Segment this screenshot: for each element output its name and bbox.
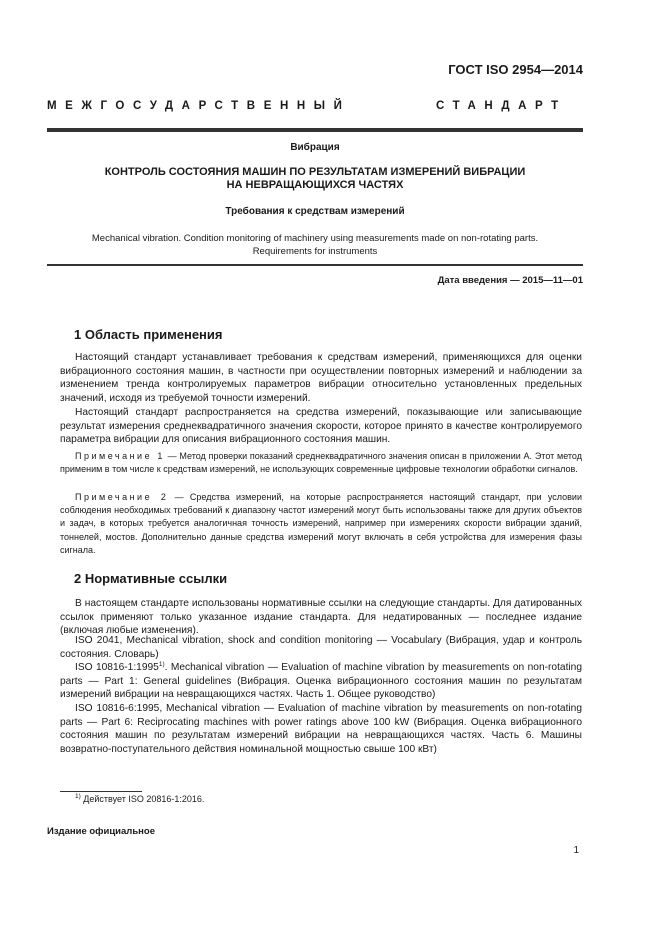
- middle-rule: [47, 264, 583, 266]
- ref2-rest: . Mechanical vibration — Evaluation of machine vibration by measurements on non-rotating parts — Part 1: General guidelines (Вибрация. Оценка вибрационного состояния машин по результатам измерений вибрации на невращающихся частях. Часть 1. Общее руководство): [60, 662, 582, 701]
- footnote-ref[interactable]: 1): [158, 661, 165, 668]
- requirements-title: Требования к средствам измерений: [225, 206, 405, 217]
- title-subject: Вибрация: [290, 142, 340, 153]
- standard-label: СТАНДАРТ: [436, 100, 567, 112]
- reference-iso-10816-1: [60, 661, 582, 702]
- note2-label: Примечание 2: [75, 492, 169, 502]
- footnote: [75, 794, 204, 804]
- footnote-marker: 1): [75, 793, 81, 800]
- top-rule: [47, 128, 583, 132]
- ref2-code: ISO 10816-1:1995: [75, 662, 159, 673]
- section1-paragraph1: Настоящий стандарт устанавливает требования к средствам измерений, применяющихся для оценки вибрационного состояния машин, в частности при осуществлении повторных измерений и наблюдении за изменением тренда контролируемых параметров вибрации относительно установленных предельных значений, исходя из требуемой точности измерений.: [60, 352, 582, 405]
- section2-paragraph1: В настоящем стандарте использованы нормативные ссылки на следующие стандарты. Для датированных ссылок применяют только указанное издание стандарта. Для недатированных — последнее издание (включая любые изменения).: [60, 598, 582, 637]
- reference-iso-10816-6: ISO 10816-6:1995, Mechanical vibration — Evaluation of machine vibration by measurements on non-rotating parts — Part 6: Reciprocating machines with power ratings above 100 kW (Вибрация. Оценка вибрационного состояния машин по результатам измерений вибрации на невращающихся частях. Часть 6. Машины возвратно-поступательного действия номинальной мощностью свыше 100 кВт): [60, 703, 582, 756]
- standard-code: ГОСТ ISO 2954—2014: [448, 62, 583, 77]
- interstate-label: МЕЖГОСУДАРСТВЕННЫЙ: [47, 100, 351, 112]
- main-title-line2: НА НЕВРАЩАЮЩИХСЯ ЧАСТЯХ: [226, 179, 404, 191]
- note2: [60, 491, 582, 557]
- reference-iso-2041: ISO 2041, Mechanical vibration, shock and condition monitoring — Vocabulary (Вибрация, удар и контроль состояния. Словарь): [60, 635, 582, 660]
- english-title-line2: Requirements for instruments: [252, 246, 378, 257]
- english-title-line1: Mechanical vibration. Condition monitoring of machinery using measurements made on non-rotating parts.: [91, 233, 539, 244]
- main-title-line1: КОНТРОЛЬ СОСТОЯНИЯ МАШИН ПО РЕЗУЛЬТАТАМ ИЗМЕРЕНИЙ ВИБРАЦИИ: [104, 166, 526, 178]
- official-edition: Издание официальное: [47, 826, 155, 837]
- note1-label: Примечание 1: [75, 451, 165, 461]
- footnote-text: Действует ISO 20816-1:2016.: [80, 794, 205, 804]
- main-title: [47, 166, 583, 192]
- page-number: 1: [573, 845, 579, 856]
- date-of-introduction: Дата введения — 2015—11—01: [437, 275, 583, 286]
- note2-text: — Средства измерений, на которые распространяется настоящий стандарт, при условии соблюдения необходимых требований к диапазону частот измерений могут быть использованы также для других объектов и задач, в которых требуется аналогичная точность измерений, например при измерениях скорости вибрации зданий, тоннелей, мостов. Дополнительно данные средства измерений могут включать в себя устройства для измерения фазы сигнала.: [60, 492, 582, 555]
- note1-text: — Метод проверки показаний среднеквадратичного значения описан в приложении А. Этот метод применим в том числе к средствам измерений, не использующих современные цифровые технологии обработки сигналов.: [60, 451, 582, 475]
- section2-heading: 2 Нормативные ссылки: [74, 571, 228, 586]
- section1-heading: 1 Область применения: [74, 327, 223, 342]
- footnote-rule: [60, 791, 142, 792]
- note1: [60, 450, 582, 476]
- english-title: [47, 232, 583, 258]
- section1-paragraph2: Настоящий стандарт распространяется на средства измерений, показывающие или записывающие результат измерения среднеквадратичного значения скорости, которое принято в качестве контролируемого параметра вибрации для описания вибрационного состояния машин.: [60, 407, 582, 446]
